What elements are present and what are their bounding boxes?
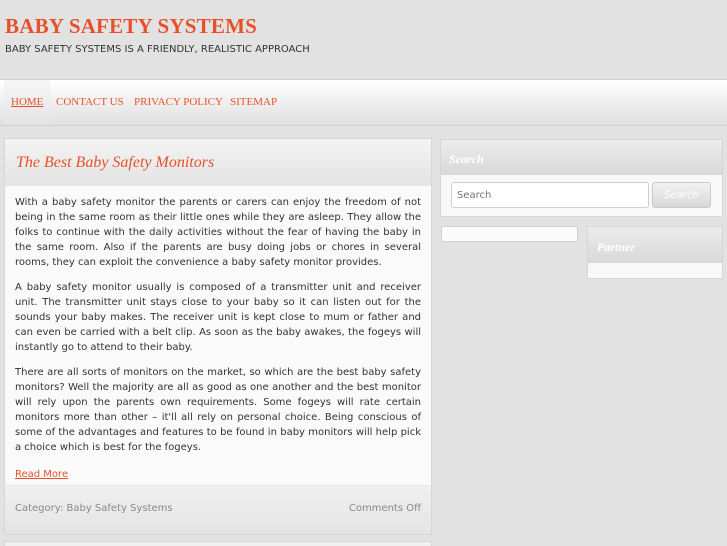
search-button[interactable]: Search <box>652 182 711 208</box>
nav-item-privacy-policy[interactable]: PRIVACY POLICY <box>134 96 223 108</box>
partner-widget <box>587 226 723 279</box>
nav-item-contact-us[interactable]: CONTACT US <box>56 96 124 108</box>
site-description: BABY SAFETY SYSTEMS IS A FRIENDLY, REALISTIC APPROACH <box>5 44 310 55</box>
partner-widget-title: Partner <box>597 240 636 254</box>
post-paragraph: There are all sorts of monitors on the market, so which are the best baby safety monitors? Well the majority are all as good as one another and the best monitor will rely upon the parents own requirements. Some fogeys will rate certain monitors more than other – it'll all rely on personal choice. Being conscious of some of the advantages and features to be found in baby monitors will help pick a choice which is best for the fogeys. <box>15 367 421 453</box>
post-paragraph: With a baby safety monitor the parents or carers can enjoy the freedom of not being in the same room as their little ones while they are asleep. They allow the folks to continue with the daily activities without the fear of having the baby in the same room. Also if the parents are busy doing jobs or chores in several rooms, they can exploit the convenience a baby safety monitor provides. <box>15 197 421 268</box>
main-navigation <box>0 79 727 126</box>
empty-widget-box <box>441 226 578 242</box>
post-article <box>4 138 432 535</box>
post-paragraph: A baby safety monitor usually is composed of a transmitter unit and receiver unit. The transmitter unit stays close to your baby so it can listen out for the sounds your baby makes. The receiver unit is kept close to mum or father and can even be carried with a belt clip. As soon as the baby awakes, the fogeys will instantly go to attend to their baby. <box>15 282 421 353</box>
post-footer <box>5 485 431 534</box>
site-title[interactable]: BABY SAFETY SYSTEMS <box>5 14 257 38</box>
nav-item-sitemap[interactable]: SITEMAP <box>230 96 278 108</box>
nav-item-home[interactable]: HOME <box>4 80 50 125</box>
post-category[interactable]: Category: Baby Safety Systems <box>15 503 173 514</box>
search-widget <box>440 139 723 217</box>
search-input[interactable] <box>451 182 649 208</box>
search-widget-title: Search <box>449 152 484 166</box>
read-more-link[interactable]: Read More <box>15 469 69 480</box>
next-post-edge <box>4 541 432 546</box>
post-title[interactable]: The Best Baby Safety Monitors <box>16 154 215 171</box>
post-comments-status: Comments Off <box>348 503 421 514</box>
post-content <box>15 195 421 492</box>
